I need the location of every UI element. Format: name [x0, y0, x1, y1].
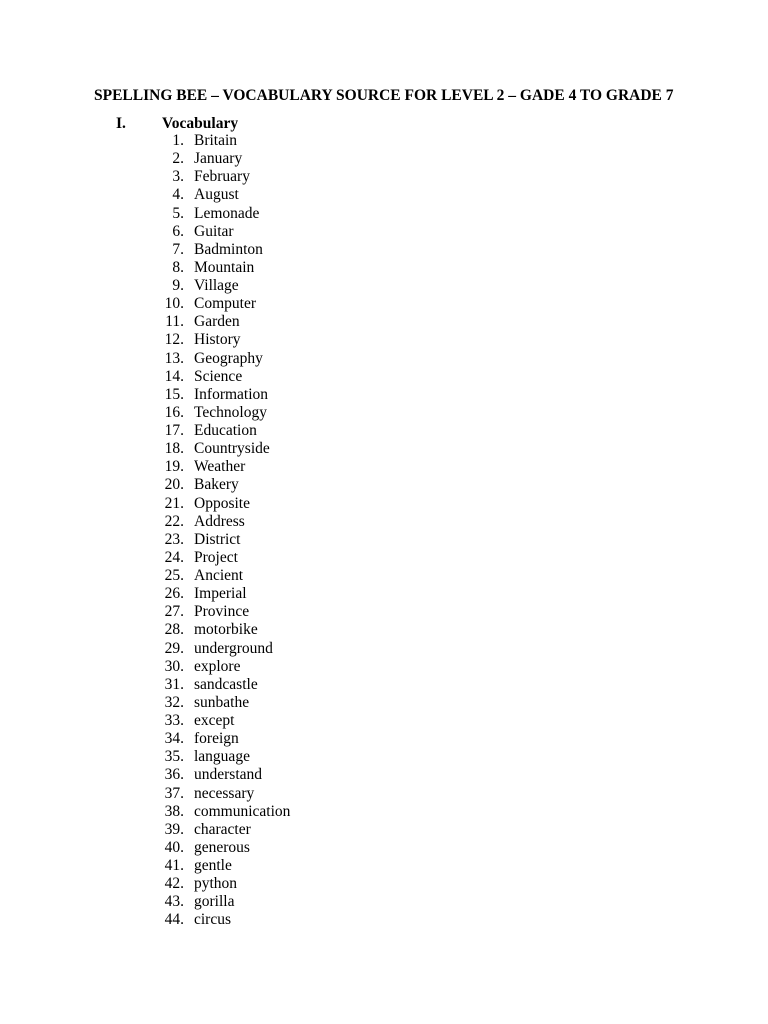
list-item-number: 26. [164, 585, 184, 603]
list-item-number: 9. [172, 277, 184, 294]
list-item-number: 24. [164, 548, 184, 566]
list-item-word: sandcastle [194, 675, 258, 693]
list-item-word: necessary [194, 784, 255, 802]
list-item-word: Project [194, 548, 238, 566]
list-item-number: 30. [164, 657, 184, 675]
list-item-number: 31. [164, 675, 184, 693]
list-item-word: explore [194, 657, 241, 675]
list-item-number: 17. [164, 422, 184, 439]
list-item-number: 41. [164, 857, 184, 874]
list-item-word: gentle [194, 857, 232, 874]
list-item-number: 10. [164, 295, 184, 313]
list-item-word: Education [194, 422, 257, 439]
list-item-word: Computer [194, 295, 256, 313]
list-item-number: 1. [172, 132, 184, 149]
list-item-number: 34. [164, 730, 184, 748]
list-item-word: understand [194, 766, 263, 784]
list-item-number: 42. [164, 875, 184, 893]
list-item-number: 5. [172, 204, 184, 222]
list-item-number: 27. [164, 603, 184, 621]
list-item-number: 20. [164, 476, 184, 494]
list-item-word: Province [194, 603, 250, 621]
list-item-word: August [194, 186, 239, 204]
list-item-number: 36. [164, 766, 184, 784]
list-item-word: communication [194, 802, 291, 820]
list-item-word: motorbike [194, 621, 258, 639]
list-item-number: 21. [164, 494, 184, 512]
list-item-number: 3. [172, 168, 184, 186]
list-item-number: 18. [164, 440, 184, 458]
list-item-word: foreign [194, 730, 239, 748]
list-item-word: Information [194, 385, 269, 403]
list-item-number: 43. [164, 893, 184, 911]
list-item-word: Weather [194, 458, 246, 476]
list-item-word: circus [194, 911, 232, 929]
list-item-word: February [194, 168, 250, 186]
list-item-word: Science [194, 367, 243, 385]
list-item-word: History [194, 331, 241, 349]
list-item-number: 7. [172, 240, 184, 258]
list-item-number: 8. [172, 258, 184, 276]
list-item-word: Lemonade [194, 204, 260, 222]
section-heading: Vocabulary [162, 115, 239, 132]
list-item-number: 13. [164, 349, 184, 367]
list-item-word: Garden [194, 313, 240, 331]
list-item-word: python [194, 875, 238, 893]
list-item-number: 19. [164, 458, 184, 476]
list-item-number: 6. [172, 222, 184, 240]
list-item-word: Badminton [194, 240, 263, 258]
list-item-word: Village [194, 277, 239, 294]
list-item-number: 16. [164, 403, 184, 421]
list-item-word: sunbathe [194, 693, 250, 711]
list-item-word: Guitar [194, 222, 234, 240]
list-item-number: 14. [164, 367, 184, 385]
list-item-word: Geography [194, 349, 263, 367]
list-item-number: 29. [164, 639, 184, 657]
list-item-word: except [194, 712, 235, 729]
list-item-word: underground [194, 639, 273, 657]
list-item-number: 40. [164, 838, 184, 856]
list-item-word: Britain [194, 132, 238, 149]
page-title: SPELLING BEE – VOCABULARY SOURCE FOR LEVEL 2 – GADE 4 TO GRADE 7 [94, 87, 674, 104]
list-item-number: 2. [172, 150, 184, 168]
list-item-word: gorilla [194, 893, 235, 911]
list-item-number: 38. [164, 802, 184, 820]
list-item-word: District [194, 530, 241, 548]
list-item-number: 33. [164, 712, 184, 729]
list-item-word: Countryside [194, 440, 270, 458]
list-item-number: 32. [164, 693, 184, 711]
list-item-word: language [194, 748, 250, 766]
list-item-number: 15. [164, 385, 184, 403]
list-item-word: Address [194, 512, 245, 530]
list-item-number: 25. [164, 567, 184, 584]
list-item-word: Mountain [194, 258, 255, 276]
list-item-number: 37. [164, 784, 184, 802]
list-item-number: 22. [164, 512, 184, 530]
list-item-word: January [194, 150, 243, 168]
list-item-number: 39. [164, 820, 184, 838]
list-item-word: Ancient [194, 567, 244, 584]
list-item-number: 28. [164, 621, 184, 639]
list-item-word: Imperial [194, 585, 247, 603]
list-item-number: 23. [164, 530, 184, 548]
list-item-number: 4. [172, 186, 184, 204]
list-item-word: character [194, 820, 251, 838]
list-item-number: 12. [164, 331, 184, 349]
list-item-word: Bakery [194, 476, 239, 494]
section-numeral: I. [116, 115, 126, 132]
list-item-word: Opposite [194, 494, 250, 512]
list-item-word: Technology [194, 403, 267, 421]
list-item-word: generous [194, 838, 250, 856]
list-item-number: 11. [165, 313, 184, 331]
list-item-number: 35. [164, 748, 184, 766]
list-item-number: 44. [164, 911, 184, 929]
